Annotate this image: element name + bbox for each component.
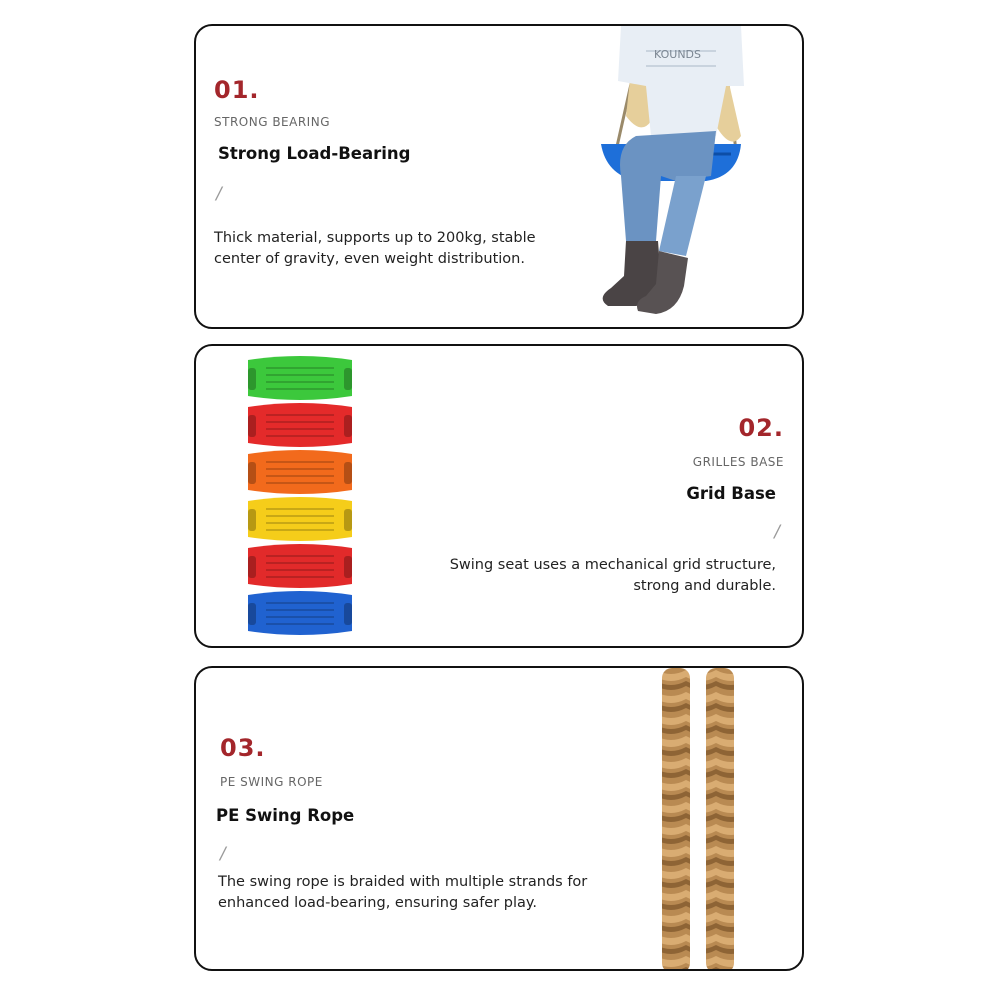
feature-title: Strong Load-Bearing bbox=[218, 144, 411, 163]
feature-description bbox=[214, 228, 574, 270]
description-line: enhanced load-bearing, ensuring safer play. bbox=[218, 895, 538, 911]
feature-title: PE Swing Rope bbox=[216, 806, 355, 825]
description-line: Swing seat uses a mechanical grid structure, bbox=[449, 557, 776, 573]
braided-rope-image bbox=[656, 668, 746, 971]
feature-number: 02. bbox=[738, 414, 784, 442]
description-line: strong and durable. bbox=[633, 578, 776, 594]
description-line: The swing rope is braided with multiple strands for bbox=[218, 874, 588, 890]
swing-seat bbox=[248, 591, 352, 635]
slash-divider: / bbox=[220, 844, 226, 864]
swing-seat bbox=[248, 450, 352, 494]
feature-number: 03. bbox=[220, 734, 266, 762]
feature-subtitle: STRONG BEARING bbox=[214, 115, 330, 126]
description-line: Thick material, supports up to 200kg, stable bbox=[214, 230, 536, 246]
feature-description bbox=[218, 872, 628, 914]
slash-divider: / bbox=[774, 522, 780, 542]
feature-card-strong-load-bearing bbox=[194, 24, 804, 329]
swing-seat bbox=[248, 403, 352, 447]
feature-title: Grid Base bbox=[686, 484, 776, 503]
stacked-swing-seats-image bbox=[240, 354, 360, 644]
swing-seat bbox=[248, 356, 352, 400]
swing-seat bbox=[248, 544, 352, 588]
feature-subtitle: GRILLES BASE bbox=[692, 455, 784, 466]
feature-card-grid-base bbox=[194, 344, 804, 648]
slash-divider: / bbox=[216, 184, 222, 204]
feature-card-pe-swing-rope bbox=[194, 666, 804, 971]
child-on-swing-image bbox=[566, 26, 766, 326]
swing-seat bbox=[248, 497, 352, 541]
feature-number: 01. bbox=[214, 76, 260, 104]
feature-subtitle: PE SWING ROPE bbox=[220, 775, 323, 786]
svg-text:KOUNDS: KOUNDS bbox=[654, 48, 702, 61]
description-line: center of gravity, even weight distribution. bbox=[214, 251, 525, 267]
feature-description bbox=[396, 555, 776, 597]
